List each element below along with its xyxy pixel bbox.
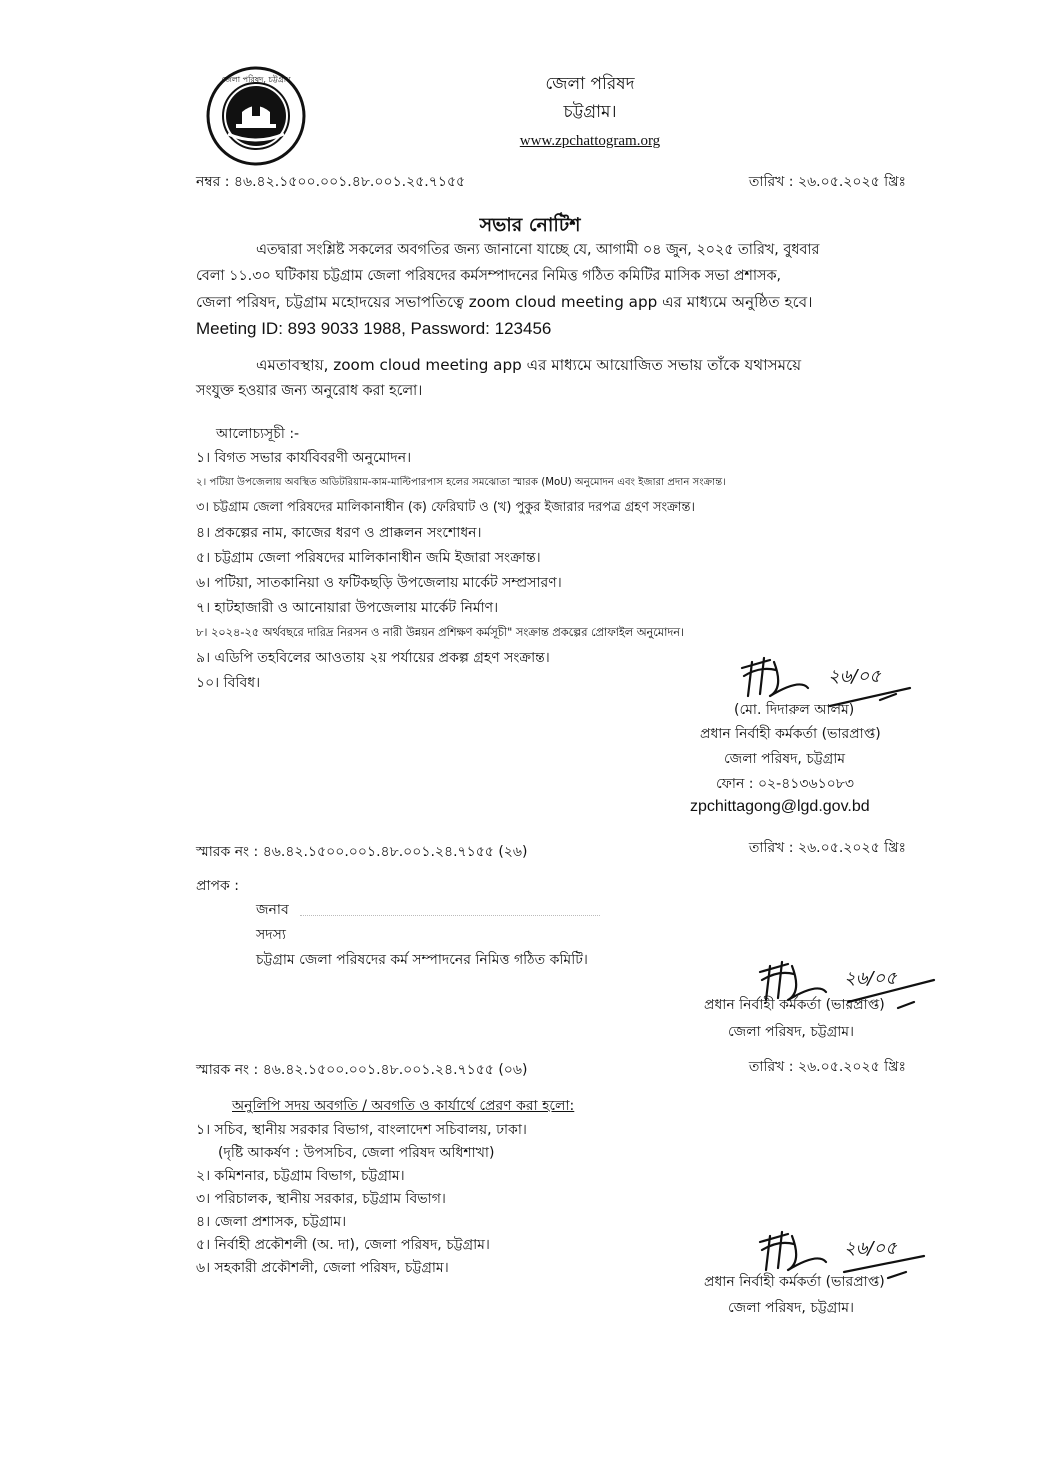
signatory-name: (মো. দিদারুল আলম) — [734, 702, 855, 718]
reference-number: নম্বর : ৪৬.৪২.১৫০০.০০১.৪৮.০০১.২৫.৭১৫৫ — [196, 174, 466, 190]
signatory-email[interactable]: zpchittagong@lgd.gov.bd — [690, 798, 870, 815]
signatory-designation: প্রধান নির্বাহী কর্মকর্তা (ভারপ্রাপ্ত) — [700, 726, 881, 742]
memo1-number: স্মারক নং : ৪৬.৪২.১৫০০.০০১.৪৮.০০১.২৪.৭১৫৫ (২৬) — [196, 844, 528, 860]
agenda-item: ৪। প্রকল্পের নাম, কাজের ধরণ ও প্রাক্কলন সংশোধন। — [196, 525, 482, 541]
recipient-committee: চট্টগ্রাম জেলা পরিষদের কর্ম সম্পাদনের নিমিত্ত গঠিত কমিটি। — [256, 952, 588, 968]
agenda-item: ৮। ২০২৪-২৫ অর্থবছরে দারিদ্র নিরসন ও নারী উন্নয়ন প্রশিক্ষণ কর্মসূচী" সংক্রান্ত প্রকল্পের প্রোফাইল অনুমোদন। — [196, 626, 685, 639]
website-link[interactable]: www.zpchattogram.org — [519, 133, 661, 149]
signature-image — [730, 648, 920, 708]
recipient-role: সদস্য — [256, 927, 286, 943]
cc-item: ৬। সহকারী প্রকৌশলী, জেলা পরিষদ, চট্টগ্রাম। — [196, 1260, 449, 1276]
reference-date: তারিখ : ২৬.০৫.২০২৫ খ্রিঃ — [748, 174, 906, 190]
notice-para1-line2: বেলা ১১.৩০ ঘটিকায় চট্টগ্রাম জেলা পরিষদের কর্মসম্পাদনের নিমিত্ত গঠিত কমিটির মাসিক সভা প্রশাসক, — [196, 268, 782, 284]
agenda-heading: আলোচ্যসূচী :- — [216, 426, 300, 442]
memo2-sign-office: জেলা পরিষদ, চট্টগ্রাম। — [728, 1300, 855, 1316]
meeting-credentials: Meeting ID: 893 9033 1988, Password: 123456 — [196, 319, 552, 338]
agenda-item: ১। বিগত সভার কার্যবিবরণী অনুমোদন। — [196, 450, 412, 466]
memo1-sign-designation: প্রধান নির্বাহী কর্মকর্তা (ভারপ্রাপ্ত) — [704, 997, 885, 1013]
agenda-item: ৯। এডিপি তহবিলের আওতায় ২য় পর্যায়ের প্রকল্প গ্রহণ সংক্রান্ত। — [196, 650, 550, 666]
agenda-item: ২। পটিয়া উপজেলায় অবস্থিত অডিটরিয়াম-কাম-মাল্টিপারপাস হলের সমঝোতা স্মারক (MoU) অনুমোদন এবং ইজারা প্রদান সংক্রান্ত। — [196, 477, 726, 488]
signatory-phone: ফোন : ০২-৪১৩৬১০৮৩ — [716, 776, 854, 792]
cc-heading: অনুলিপি সদয় অবগতি / অবগতি ও কার্যার্থে প্রেরণ করা হলো: — [232, 1098, 575, 1114]
recipient-title: জনাব — [256, 902, 289, 918]
cc-item: ৫। নির্বাহী প্রকৌশলী (অ. দা), জেলা পরিষদ, চট্টগ্রাম। — [196, 1237, 490, 1253]
cc-item: ২। কমিশনার, চট্টগ্রাম বিভাগ, চট্টগ্রাম। — [196, 1168, 405, 1184]
signature-date: ২৬/০৫ — [844, 1238, 897, 1259]
memo2-date: তারিখ : ২৬.০৫.২০২৫ খ্রিঃ — [748, 1059, 906, 1075]
agenda-item: ১০। বিবিধ। — [196, 675, 261, 691]
org-name: জেলা পরিষদ — [545, 74, 635, 94]
cc-item-note: (দৃষ্টি আকর্ষণ : উপসচিব, জেলা পরিষদ অধিশাখা) — [218, 1145, 495, 1161]
agenda-item: ৭। হাটহাজারী ও আনোয়ারা উপজেলায় মার্কেট নির্মাণ। — [196, 600, 499, 616]
signature-date: ২৬/০৫ — [828, 666, 881, 687]
notice-para2-line1: এমতাবস্থায়, zoom cloud meeting app এর মাধ্যমে আয়োজিত সভায় তাঁকে যথাসময়ে — [256, 356, 802, 374]
signature-date: ২৬/০৫ — [844, 968, 897, 989]
zila-parishad-seal — [206, 66, 306, 166]
agenda-item: ৬। পটিয়া, সাতকানিয়া ও ফটিকছড়ি উপজেলায় মার্কেট সম্প্রসারণ। — [196, 575, 562, 591]
org-city: চট্টগ্রাম। — [563, 102, 617, 122]
notice-para1-line3: জেলা পরিষদ, চট্টগ্রাম মহোদয়ের সভাপতিত্বে zoom cloud meeting app এর মাধ্যমে অনুষ্ঠিত হবে। — [196, 293, 813, 311]
cc-item: ১। সচিব, স্থানীয় সরকার বিভাগ, বাংলাদেশ সচিবালয়, ঢাকা। — [196, 1122, 527, 1138]
memo1-date: তারিখ : ২৬.০৫.২০২৫ খ্রিঃ — [748, 840, 906, 856]
signatory-office: জেলা পরিষদ, চট্টগ্রাম — [724, 751, 846, 767]
cc-item: ৩। পরিচালক, স্থানীয় সরকার, চট্টগ্রাম বিভাগ। — [196, 1191, 446, 1207]
cc-item: ৪। জেলা প্রশাসক, চট্টগ্রাম। — [196, 1214, 347, 1230]
recipient-name-blank — [300, 901, 600, 916]
notice-title: সভার নোটিশ — [479, 214, 581, 236]
memo1-sign-office: জেলা পরিষদ, চট্টগ্রাম। — [728, 1024, 855, 1040]
memo2-number: স্মারক নং : ৪৬.৪২.১৫০০.০০১.৪৮.০০১.২৪.৭১৫৫ (০৬) — [196, 1062, 528, 1078]
seal-lettering: জেলা পরিষদ, চট্টগ্রাম — [221, 75, 291, 84]
agenda-item: ৩। চট্টগ্রাম জেলা পরিষদের মালিকানাধীন (ক) ফেরিঘাট ও (খ) পুকুর ইজারার দরপত্র গ্রহণ সংক্রান্ত। — [196, 500, 696, 515]
recipient-label: প্রাপক : — [196, 878, 239, 894]
memo2-sign-designation: প্রধান নির্বাহী কর্মকর্তা (ভারপ্রাপ্ত) — [704, 1274, 885, 1290]
notice-para1-line1: এতদ্বারা সংশ্লিষ্ট সকলের অবগতির জন্য জানানো যাচ্ছে যে, আগামী ০৪ জুন, ২০২৫ তারিখ, বুধবার — [256, 242, 820, 258]
agenda-item: ৫। চট্টগ্রাম জেলা পরিষদের মালিকানাধীন জমি ইজারা সংক্রান্ত। — [196, 550, 541, 566]
notice-para2-line2: সংযুক্ত হওয়ার জন্য অনুরোধ করা হলো। — [196, 383, 423, 399]
